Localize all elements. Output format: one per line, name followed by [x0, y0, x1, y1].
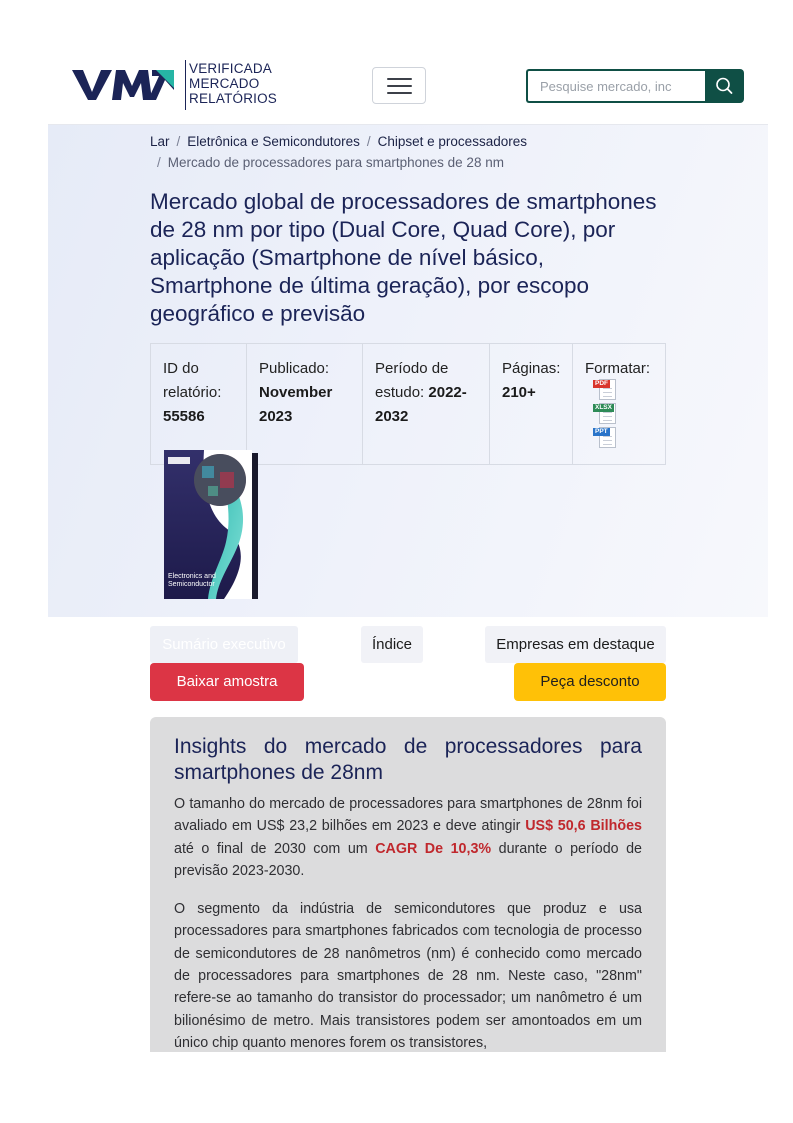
- format-tag: PDF: [595, 380, 608, 387]
- search-icon: [705, 69, 744, 103]
- request-discount-button[interactable]: Peça desconto: [514, 663, 666, 701]
- page-title: Mercado global de processadores de smartphones de 28 nm por tipo (Dual Core, Quad Core), por aplicação (Smartphone de nível básico, Smartphone de última geração), por escopo geográfico e previsão: [150, 189, 657, 326]
- search-button[interactable]: [705, 69, 744, 103]
- meta-pages: [490, 344, 573, 464]
- logo-wordmark[interactable]: [189, 61, 277, 106]
- text-run: O tamanho do mercado de processadores para smartphones de 28nm foi avaliado em US$ 23,2 bilhões em 2023 e deve atingir: [174, 796, 642, 835]
- pdf-file-icon[interactable]: [593, 377, 619, 401]
- hamburger-icon: [387, 85, 412, 87]
- breadcrumb-separator: /: [157, 155, 161, 170]
- meta-value: 55586: [163, 408, 205, 425]
- text-run: durante o período de previsão 2023-2030.: [174, 840, 643, 879]
- breadcrumb-separator: /: [366, 134, 371, 149]
- tab-executive-summary[interactable]: Sumário executivo: [150, 626, 298, 663]
- meta-label: ID do relatório:: [163, 360, 222, 401]
- highlight-cagr: CAGR De 10,3%: [375, 840, 492, 857]
- meta-value: 2022-2032: [375, 384, 467, 425]
- hamburger-icon: [387, 92, 412, 94]
- meta-published: [247, 344, 363, 464]
- insights-title-line: smartphones de 28nm: [174, 761, 383, 784]
- meta-label: Formatar:: [585, 360, 651, 377]
- meta-format: [573, 344, 665, 464]
- meta-label: Período de estudo:: [375, 360, 449, 401]
- text-run: até o final de 2030 com um: [174, 840, 376, 857]
- insights-title-line: Insights do mercado de processadores para: [174, 735, 642, 758]
- meta-study-period: [363, 344, 490, 464]
- meta-label: Páginas:: [502, 360, 561, 377]
- breadcrumb-link[interactable]: Eletrônica e Semicondutores: [187, 134, 360, 149]
- cover-text: Semiconductor: [168, 581, 215, 588]
- logo-line: RELATÓRIOS: [189, 91, 278, 106]
- insights-title: [174, 734, 642, 786]
- breadcrumb-separator: /: [176, 134, 181, 149]
- search-input[interactable]: [526, 69, 706, 103]
- breadcrumb-link[interactable]: Chipset e processadores: [377, 134, 527, 149]
- xlsx-file-icon[interactable]: [593, 401, 619, 425]
- logo-line: VERIFICADA: [189, 61, 273, 76]
- report-cover-image: [164, 450, 258, 599]
- breadcrumb-link[interactable]: Lar: [150, 134, 170, 149]
- ppt-file-icon[interactable]: [593, 425, 619, 449]
- insights-body: [174, 793, 642, 1052]
- tab-featured-companies[interactable]: Empresas em destaque: [485, 626, 666, 663]
- menu-toggle-button[interactable]: [372, 67, 426, 104]
- meta-report-id: [151, 344, 247, 464]
- logo-line: MERCADO: [189, 76, 260, 91]
- breadcrumb: [150, 131, 670, 173]
- download-sample-button[interactable]: Baixar amostra: [150, 663, 304, 701]
- meta-label: Publicado:: [259, 360, 330, 377]
- meta-value: November 2023: [259, 384, 333, 425]
- insights-paragraph: O segmento da indústria de semicondutores que produz e usa processadores para smartphones fabricados com tecnologia de processo de semicondutores de 28 nanômetros (nm) é conhecido como mercado de processadores para smartphones de 28 nm. Neste caso, "28nm" refere-se ao tamanho do transistor do processador; um nanômetro é um bilionésimo de metro. Mais transistores podem ser amontoados em um único chip quanto menores forem os transistores,: [174, 901, 642, 1051]
- hamburger-icon: [387, 78, 412, 80]
- breadcrumb-current: Mercado de processadores para smartphones de 28 nm: [167, 155, 504, 170]
- cover-text: Electronics and: [168, 573, 216, 580]
- logo-divider: [185, 60, 186, 110]
- report-meta-table: [150, 343, 666, 465]
- format-tag: PPT: [595, 428, 608, 435]
- logo-mark[interactable]: [72, 66, 176, 104]
- tab-index[interactable]: Índice: [361, 626, 423, 663]
- meta-value: 210+: [502, 384, 536, 401]
- format-tag: XLSX: [595, 404, 612, 411]
- insights-paragraph: [174, 793, 642, 882]
- insights-card: [150, 717, 666, 1052]
- highlight-market-value: US$ 50,6 Bilhões: [525, 818, 642, 835]
